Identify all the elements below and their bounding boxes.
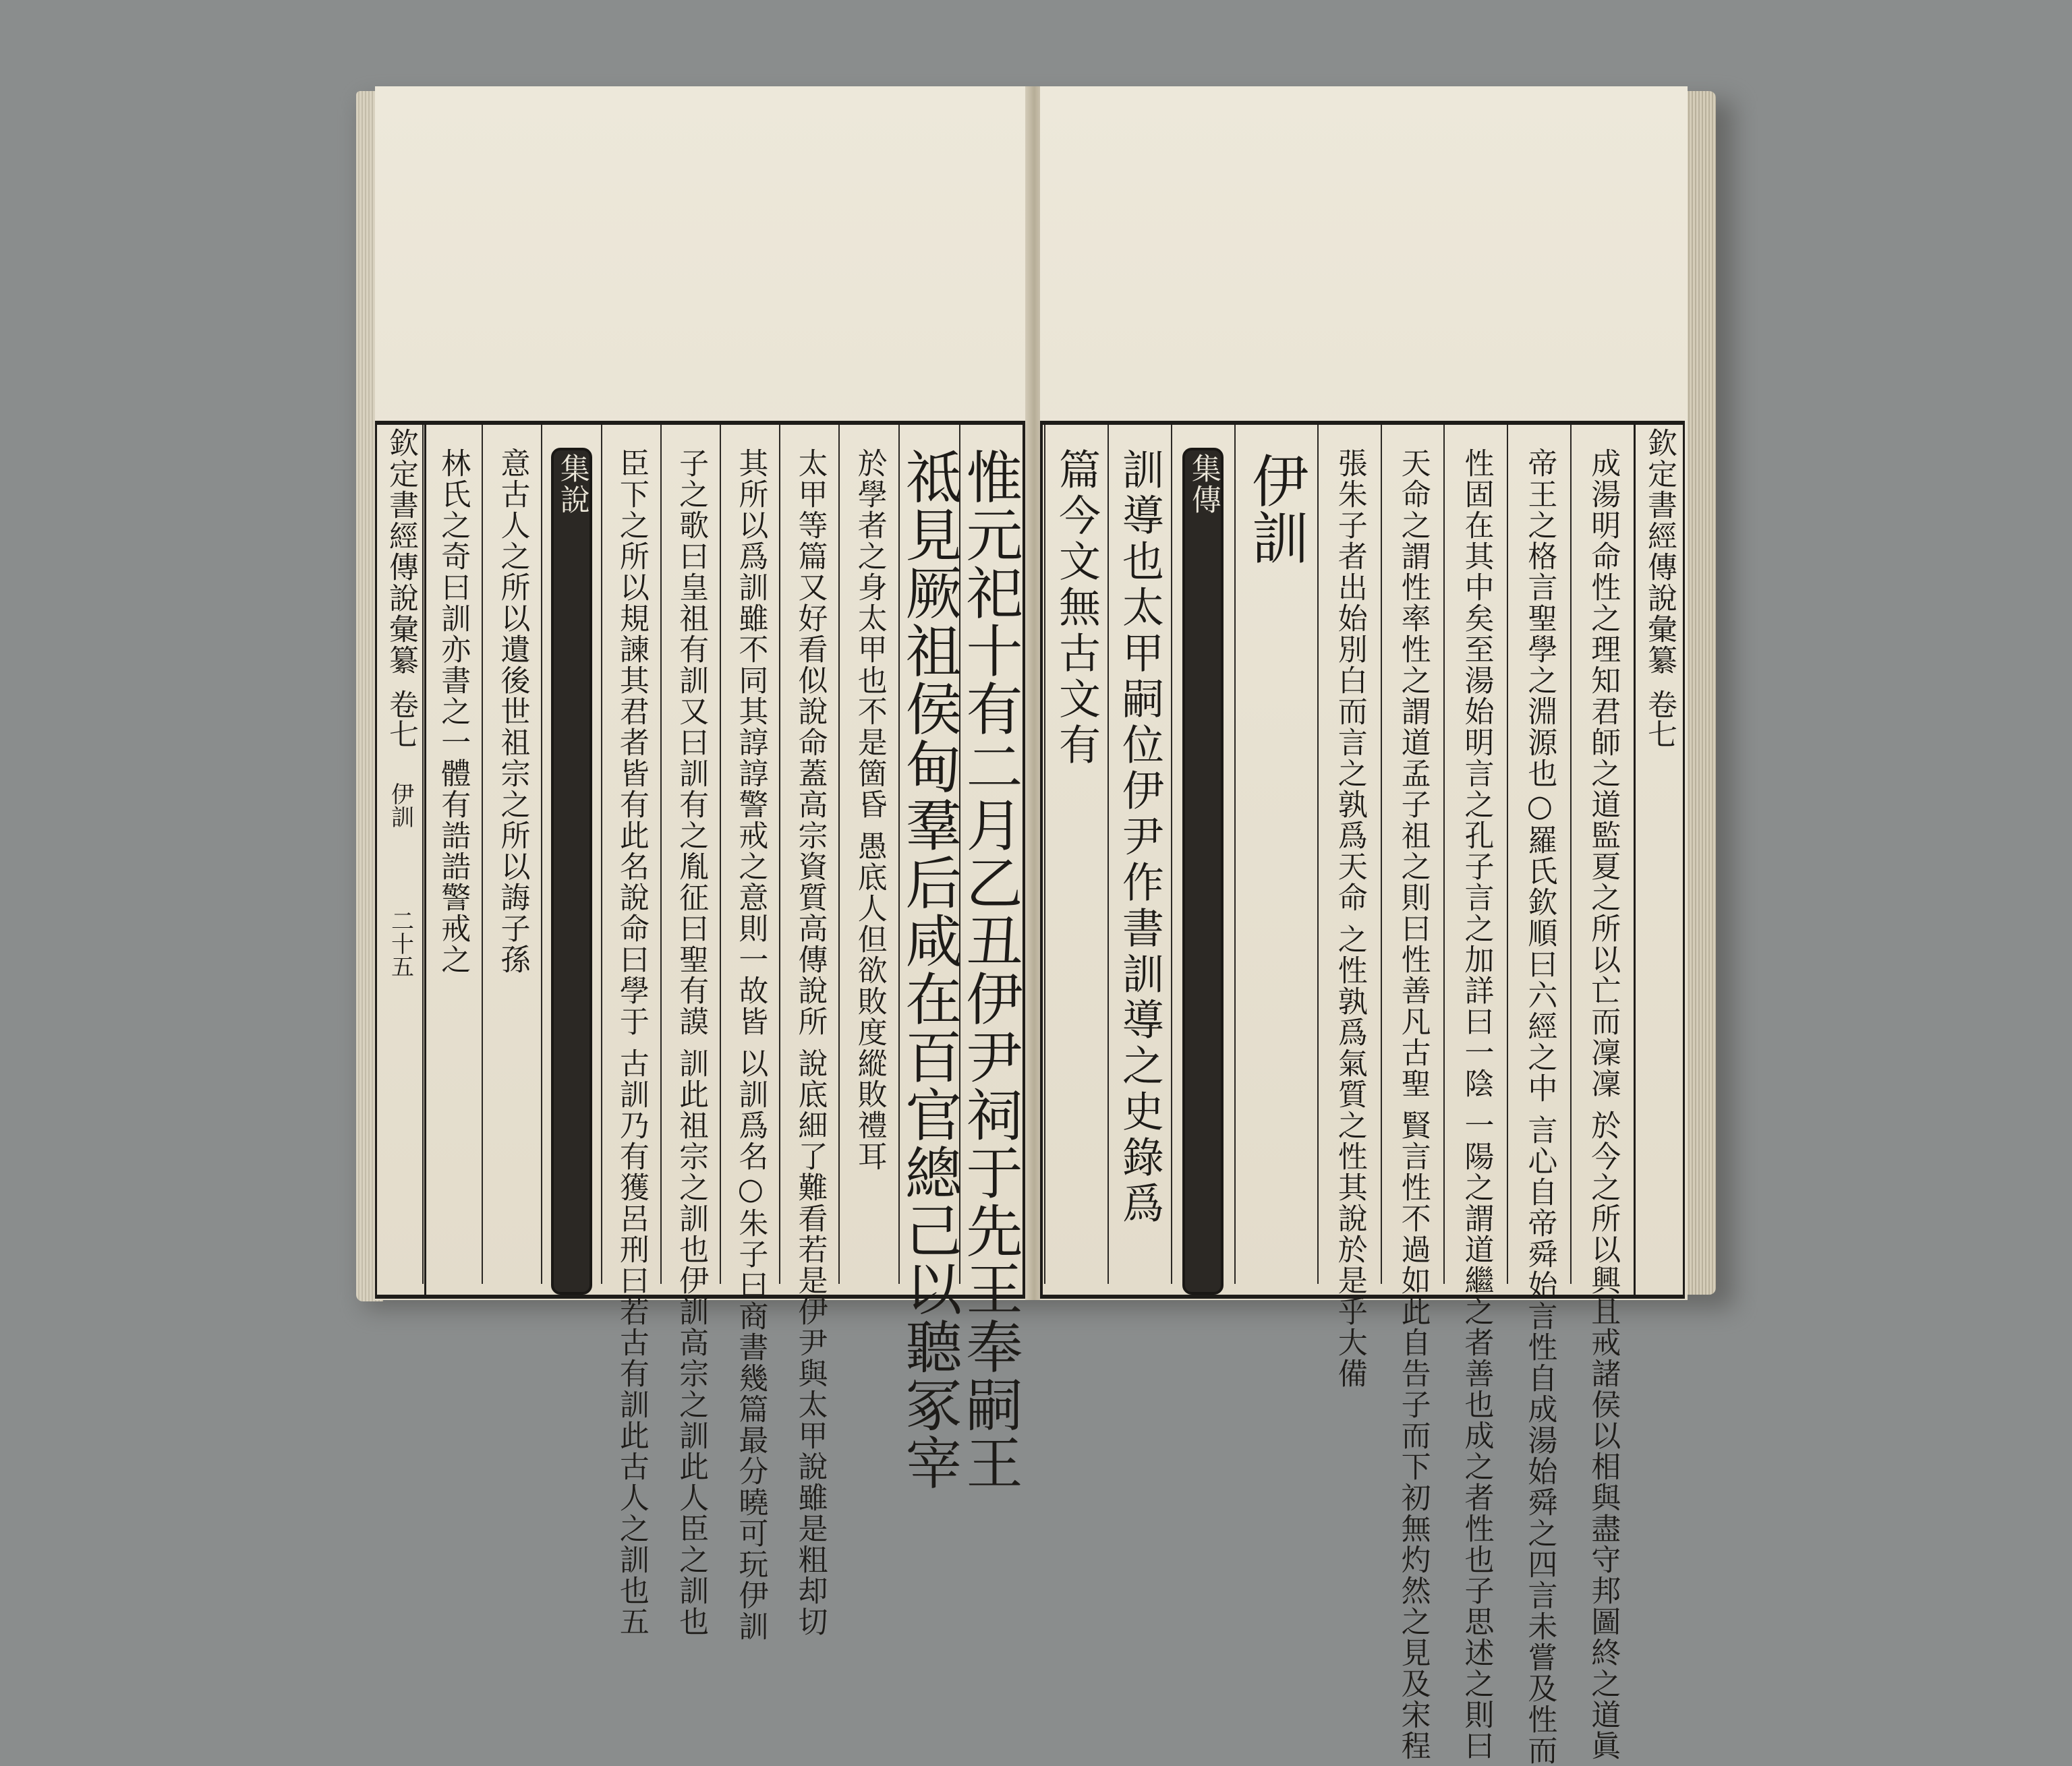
text-column [838, 425, 898, 1284]
text-column [422, 425, 482, 1284]
left-page [375, 86, 1029, 1642]
text-column [601, 425, 660, 1637]
text-column [1044, 425, 1107, 1284]
text-column [1317, 425, 1381, 1389]
commentary-seal: 集說 [551, 448, 592, 1295]
column-text: 張朱子者出始別白而言之孰爲天命 之性孰爲氣質之性其說於是乎大備 [1332, 448, 1367, 1389]
column-text: 惟元祀十有二月乙丑伊尹祠于先王奉嗣王 [957, 448, 1023, 1492]
margin-title: 欽定書經傳說彙纂 [1642, 428, 1677, 676]
left-text-columns [422, 425, 1023, 1642]
margin-folio: 二十五 [386, 909, 414, 978]
text-column [720, 425, 779, 1642]
text-column [957, 425, 1023, 1492]
column-text: 子之歌曰皇祖有訓又曰訓有之胤征曰聖有謨 訓此祖宗之訓也伊訓高宗之訓此人臣之訓也 [674, 448, 709, 1637]
seal-column [1171, 425, 1234, 1284]
right-page [1040, 86, 1688, 1766]
text-column [1381, 425, 1444, 1761]
seal-column [541, 425, 600, 1284]
column-text: 成湯明命性之理知君師之道監夏之所以亡而凜凜 於今之所以興且戒諸侯以相與盡守邦圖終之道眞 [1586, 448, 1621, 1761]
left-margin-strip [375, 421, 426, 1299]
column-text: 性固在其中矣至湯始明言之孔子言之加詳曰一陰 一陽之謂道繼之者善也成之者性也子思述之則曰 [1459, 448, 1494, 1761]
text-column [1443, 425, 1507, 1761]
margin-juan: 卷七 [1642, 689, 1677, 748]
column-text: 林氏之奇曰訓亦書之一體有誥誥警戒之 [436, 448, 471, 975]
column-text: 帝王之格言聖學之淵源也○羅氏欽順曰六經之中 言心自帝舜始言性自成湯始舜之四言未嘗及性而 [1522, 448, 1557, 1766]
column-text: 篇今文無古文有 [1052, 448, 1101, 769]
column-text: 天命之謂性率性之謂道孟子祖之則曰性善凡古聖 賢言性不過如此自告子而下初無灼然之見及宋程 [1395, 448, 1431, 1761]
column-text: 臣下之所以規諫其君者皆有此名說命曰學于 古訓乃有獲呂刑曰若古有訓此古人之訓也五 [614, 448, 649, 1637]
text-column [779, 425, 838, 1637]
text-column [1570, 425, 1634, 1761]
text-column [1107, 425, 1171, 1284]
right-margin-strip [1634, 421, 1685, 1299]
column-text: 意古人之所以遺後世祖宗之所以誨子孫 [495, 448, 530, 975]
right-text-columns [1044, 425, 1634, 1766]
text-column [660, 425, 720, 1637]
commentary-seal: 集傳 [1182, 448, 1223, 1295]
margin-title: 欽定書經傳說彙纂 [384, 428, 418, 676]
column-text: 其所以爲訓雖不同其諄諄警戒之意則一故皆 以訓爲名○朱子曰商書幾篇最分曉可玩伊訓 [733, 448, 768, 1642]
text-column [482, 425, 541, 1284]
text-column [1507, 425, 1570, 1766]
column-text: 伊訓 [1242, 452, 1309, 565]
column-text: 太甲等篇又好看似說命蓋高宗資質高傳說所 說底細了難看若是伊尹與太甲說雖是粗却切 [793, 448, 828, 1637]
text-column [1234, 425, 1317, 1284]
text-column [896, 425, 962, 1492]
column-text: 訓導也太甲嗣位伊尹作書訓導之史錄爲 [1115, 448, 1165, 1227]
column-text: 祗見厥祖侯甸羣后咸在百官總己以聽冢宰 [896, 448, 962, 1492]
column-text: 於學者之身太甲也不是箇昏 愚底人但欲敗度縱敗禮耳 [852, 448, 887, 1172]
margin-juan: 卷七 [384, 689, 418, 748]
margin-section: 伊訓 [386, 782, 414, 828]
